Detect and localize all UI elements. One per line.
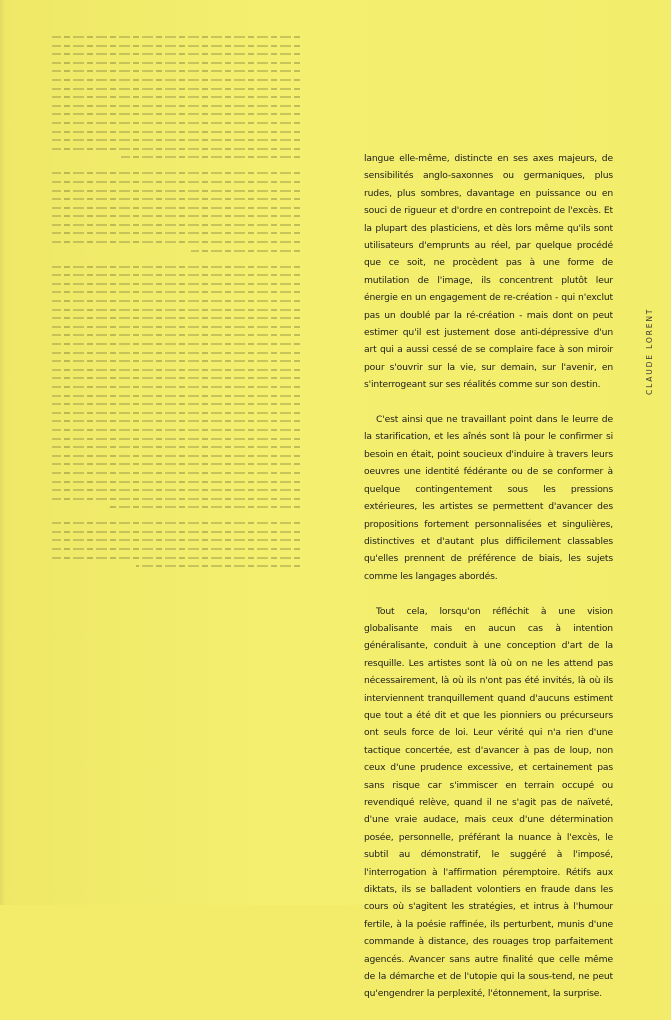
bleed-line (52, 557, 300, 559)
paragraph-3: Tout cela, lorsqu'on réfléchit à une vision globalisante mais en aucun cas à intention généralisante, conduit à une conception d'art de la resquille. Les artistes sont là où on ne les attend pas nécessairement, là où ils n'ont pas été invités, là où ils interviennent tranquillement quand d'aucuns estiment que tout a été dit et que les pionniers ou précurseurs ont seuls force de loi. Leur vérité qui n'a rien d'une tactique concertée, est d'avancer à pas de loup, non ceux d'une prudence excessive, et certainement pas sans risque car s'immiscer en terrain occupé ou revendiqué relève, quand il ne s'agit pas de naïveté, d'une vraie audace, mais ceux d'une détermination posée, personnelle, préférant la nuance à l'excès, le subtil au démonstratif, le suggéré à l'imposé, l'interrogation à l'affirmation péremptoire. Rétifs aux diktats, ils se balladent volontiers en fraude dans les cours où s'agitent les stratégies, et intrus à l'humour fertile, à la poésie raffinée, ils perturbent, munis d'une commande à distance, des rouages trop parfaitement agencés. Avancer sans autre finalité que celle même de la démarche et de l'utopie qui la sous-tend, ne peut qu'engendrer la perplexité, l'étonnement, la surprise. (364, 605, 613, 1000)
bleed-line (52, 45, 300, 47)
bleed-line (121, 156, 300, 158)
bleed-line (52, 522, 300, 524)
bleed-line (52, 113, 300, 115)
bleed-line (191, 250, 300, 252)
bleed-line (52, 122, 300, 124)
bleed-line (52, 172, 300, 174)
bleed-line (52, 224, 300, 226)
bleed-line (52, 369, 300, 371)
bleed-line (52, 283, 300, 285)
bleed-line (52, 241, 300, 243)
page-edge-shadow (0, 0, 6, 905)
bleed-line (52, 481, 300, 483)
bleed-line (52, 429, 300, 431)
bleed-line (52, 317, 300, 319)
bleed-line (52, 326, 300, 328)
bleed-paragraph (52, 522, 300, 567)
bleed-line (52, 79, 300, 81)
bleed-line (52, 343, 300, 345)
bleed-line (52, 455, 300, 457)
bleed-line (52, 300, 300, 302)
bleed-line (52, 531, 300, 533)
bleed-line (107, 506, 300, 508)
bleed-line (52, 334, 300, 336)
bleed-line (52, 446, 300, 448)
bleed-line (52, 36, 300, 38)
bleed-line (52, 62, 300, 64)
bleed-line (52, 472, 300, 474)
bleed-line (52, 360, 300, 362)
bleed-line (52, 489, 300, 491)
bleed-line (52, 403, 300, 405)
bleed-line (52, 207, 300, 209)
bleed-line (52, 463, 300, 465)
bleed-line (52, 139, 300, 141)
bleed-line (52, 548, 300, 550)
bleed-line (52, 377, 300, 379)
bleed-line (52, 70, 300, 72)
bleed-line (52, 105, 300, 107)
main-text-column (364, 150, 613, 1020)
bleed-line (52, 395, 300, 397)
bleed-paragraph (52, 266, 300, 509)
bleed-line (52, 291, 300, 293)
bleed-line (52, 412, 300, 414)
bleed-paragraph (52, 36, 300, 158)
bleed-line (52, 181, 300, 183)
bleed-paragraph (52, 172, 300, 251)
bleed-line (52, 96, 300, 98)
bleed-line (52, 53, 300, 55)
bleed-line (52, 88, 300, 90)
bleed-line (52, 438, 300, 440)
bleed-through-column (52, 30, 300, 581)
bleed-line (52, 190, 300, 192)
bleed-line (52, 309, 300, 311)
bleed-line (52, 539, 300, 541)
bleed-line (52, 198, 300, 200)
bleed-line (52, 215, 300, 217)
bleed-line (52, 498, 300, 500)
bleed-line (136, 565, 300, 567)
paragraph-1: langue elle-même, distincte en ses axes majeurs, de sensibilités anglo-saxonnes ou germaniques, plus rudes, plus sombres, davantage en puissance ou en souci de rigueur et d'ordre en contrepoint de l'excès. Et la plupart des plasticiens, et dès lors même qu'ils sont utilisateurs d'emprunts au réel, par quelque procédé que ce soit, ne procèdent pas à une forme de mutilation de l'image, ils concentrent plutôt leur énergie en un engagement de re-création - qui n'exclut pas un doublé par la ré-création - mais dont on peut estimer qu'il est justement dose anti-dépressive d'un art qui a aussi cessé de se complaire face à son miroir pour s'ouvrir sur la vie, sur demain, sur l'avenir, en s'interrogeant sur ses réalités comme sur son destin. (364, 153, 613, 391)
bleed-line (52, 148, 300, 150)
bleed-line (52, 266, 300, 268)
bleed-line (52, 274, 300, 276)
author-credit: CLAUDE LORENT (645, 307, 654, 395)
bleed-line (52, 131, 300, 133)
bleed-line (52, 352, 300, 354)
bleed-line (52, 232, 300, 234)
bleed-line (52, 386, 300, 388)
bleed-line (52, 420, 300, 422)
paragraph-2: C'est ainsi que ne travaillant point dans le leurre de la starification, et les aînés sont là pour le confirmer si besoin en était, point soucieux d'induire à travers leurs oeuvres une identité fédérante ou de se conformer à quelque contingentement sous les pressions extérieures, les artistes se permettent d'avancer des propositions fortement personnalisées et singulières, distinctives et d'autant plus difficilement classables qu'elles prennent de préférence de biais, les sujets comme les langages abordés. (364, 414, 613, 582)
